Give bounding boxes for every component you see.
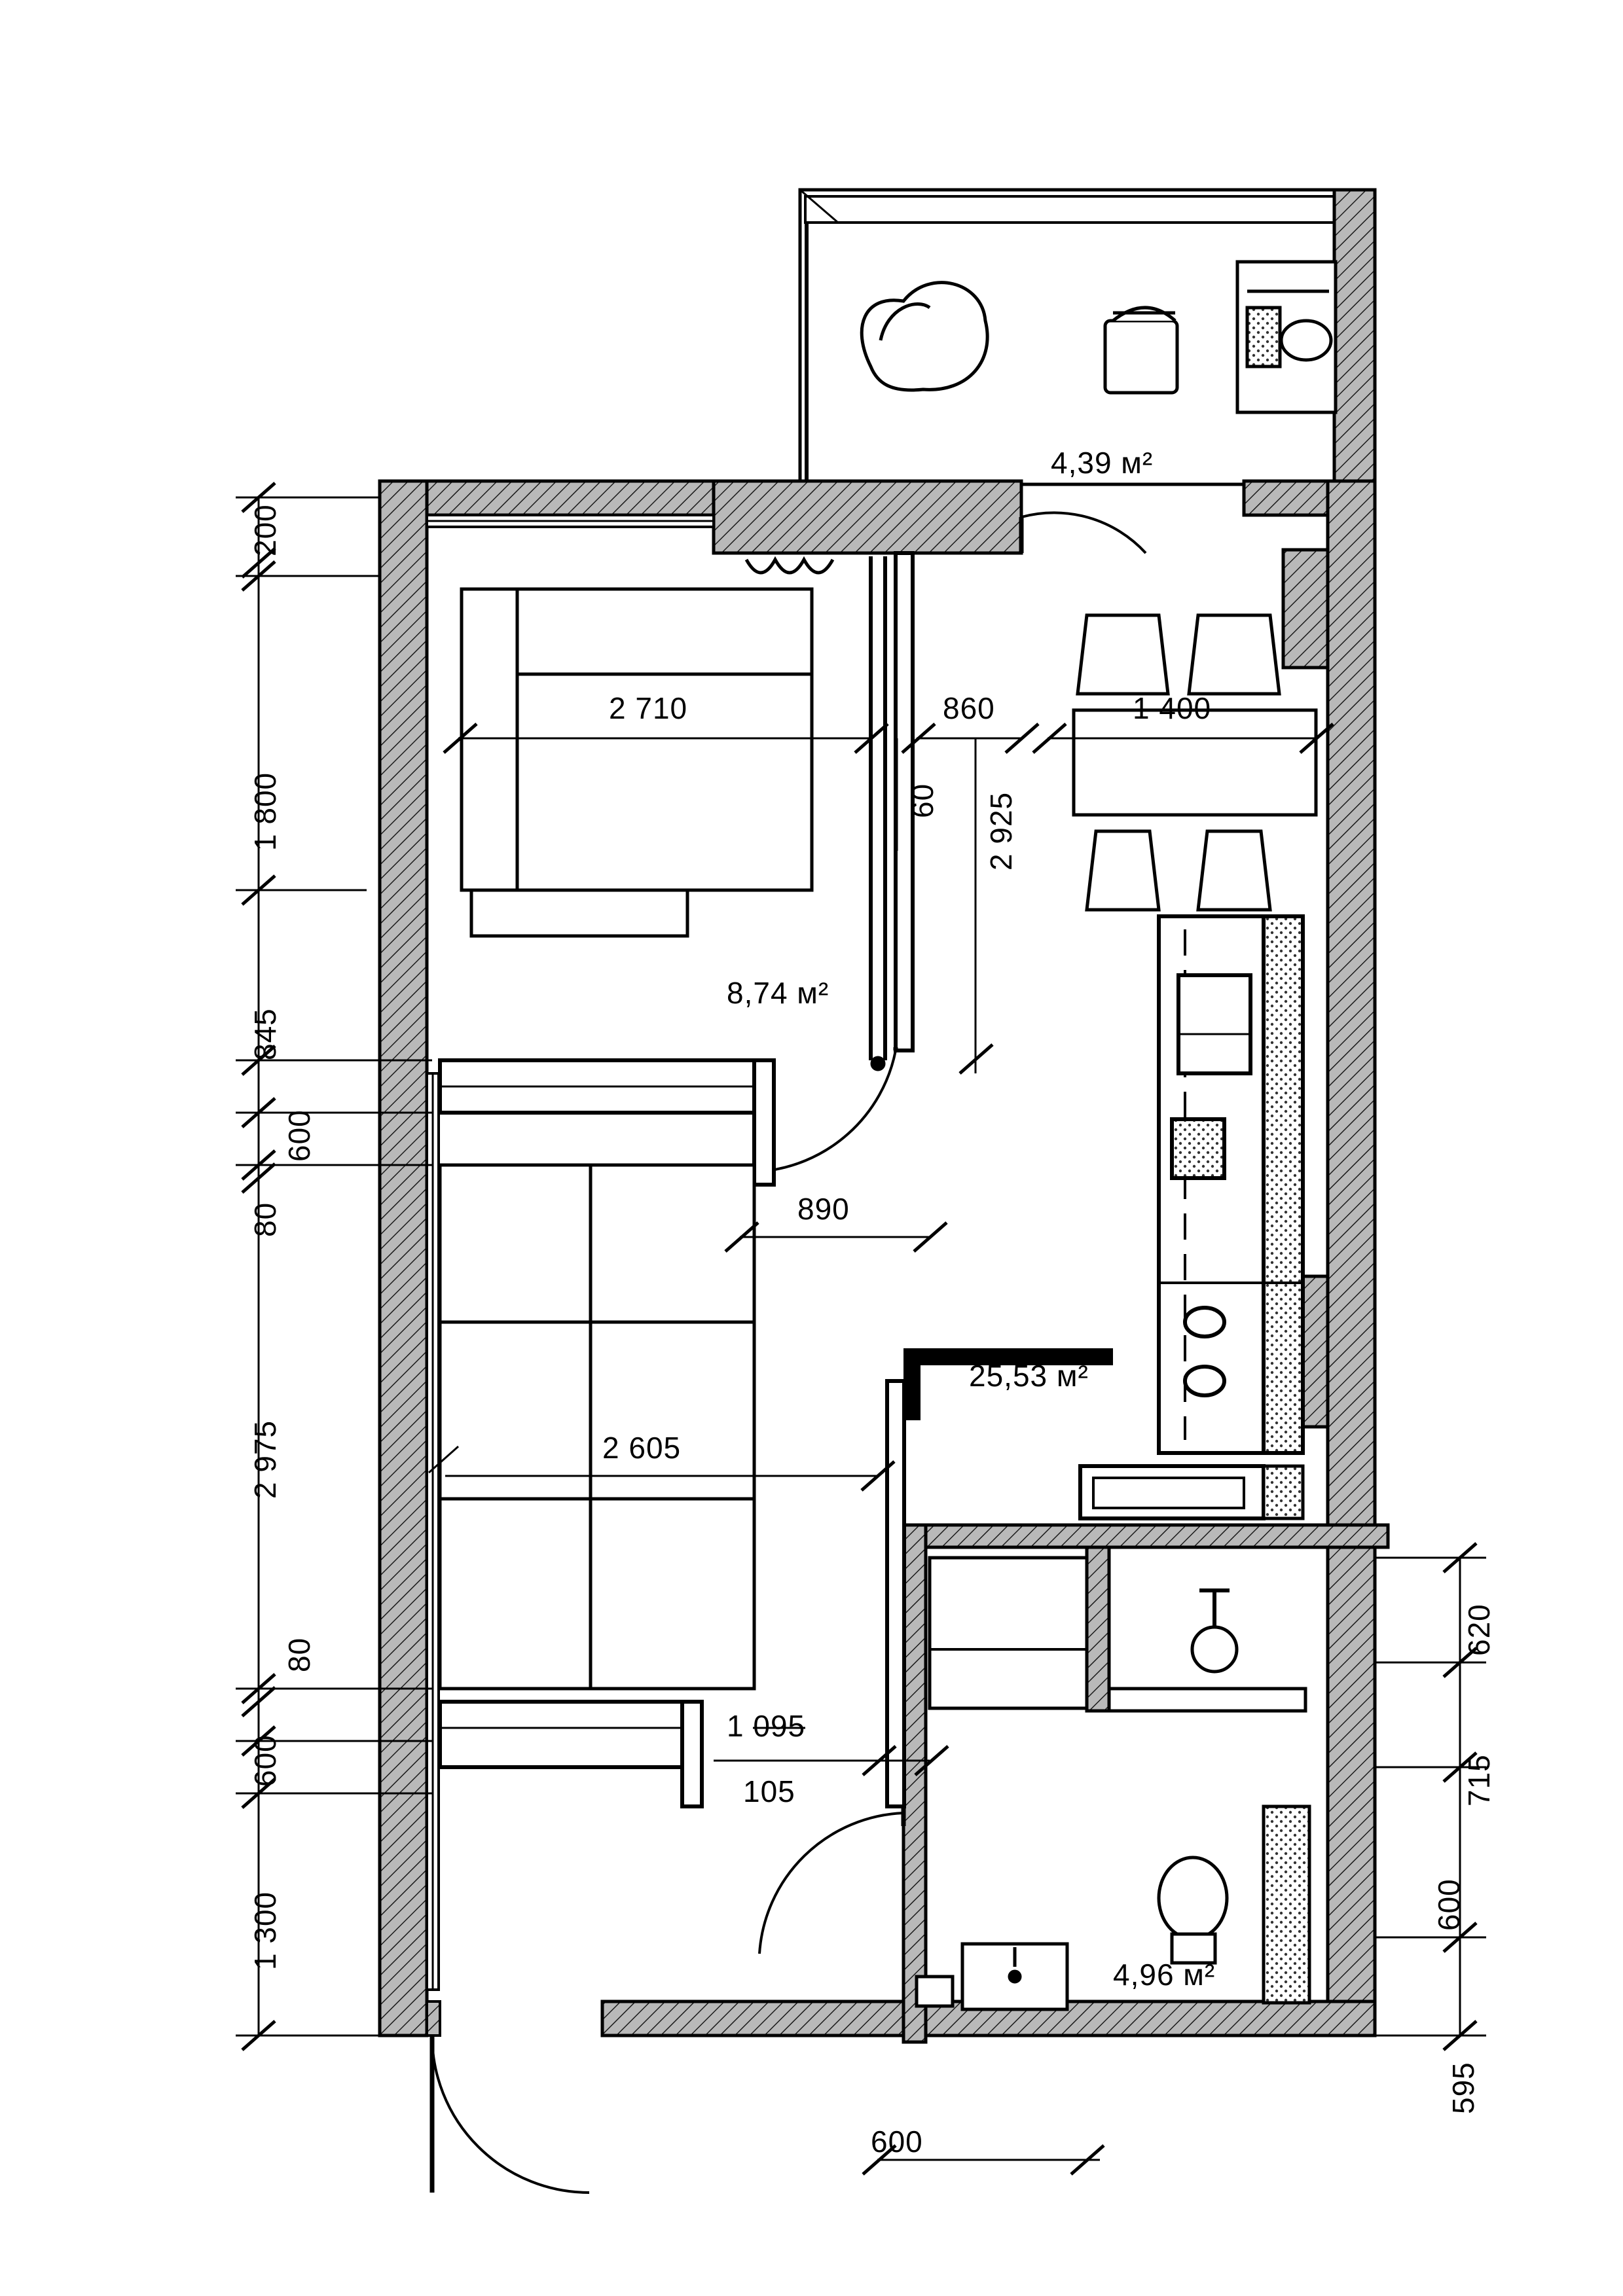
dim-label-1400: 1 400: [1133, 691, 1212, 725]
dim-label-1800: 1 800: [248, 772, 282, 851]
dim-label-200: 200: [248, 504, 282, 556]
dim-label-715: 715: [1462, 1754, 1496, 1806]
dim-label-60: 60: [905, 783, 939, 818]
dim-label-1300: 1 300: [248, 1891, 282, 1970]
area-label-living-kitchen: 25,53 м²: [969, 1359, 1089, 1393]
bed-furniture: [462, 589, 812, 936]
dim-label-80-lower: 80: [282, 1637, 316, 1672]
area-label-bedroom: 8,74 м²: [727, 976, 830, 1010]
balcony-stool: [1105, 308, 1177, 393]
dim-label-595: 595: [1446, 2062, 1480, 2114]
bathroom-fixtures: [917, 1558, 1237, 2009]
dim-label-620: 620: [1462, 1604, 1496, 1656]
dim-label-600-bottom: 600: [871, 2125, 923, 2159]
sofa: [440, 1165, 754, 1689]
dim-label-2605: 2 605: [602, 1431, 682, 1465]
dim-label-1095: 1 095: [727, 1709, 806, 1743]
dim-label-600-upper: 600: [282, 1109, 316, 1162]
dim-label-105: 105: [743, 1774, 795, 1808]
dim-label-80-upper: 80: [248, 1202, 282, 1237]
dim-label-2925: 2 925: [984, 791, 1018, 870]
area-label-bathroom: 4,96 м²: [1113, 1958, 1216, 1992]
balcony-cabinet: [1237, 262, 1336, 412]
dim-label-600-lower: 600: [248, 1734, 282, 1787]
dim-label-845: 845: [248, 1008, 282, 1060]
dim-label-2975: 2 975: [248, 1420, 282, 1499]
dim-label-2710: 2 710: [609, 691, 688, 725]
dim-label-860: 860: [943, 691, 995, 725]
tv-console: [440, 1702, 702, 1806]
area-label-balcony: 4,39 м²: [1051, 446, 1154, 480]
dining-table: [1074, 710, 1316, 815]
kitchen-counter: [1159, 916, 1303, 1453]
dim-label-890: 890: [797, 1192, 850, 1226]
dim-label-600-right: 600: [1432, 1878, 1466, 1931]
